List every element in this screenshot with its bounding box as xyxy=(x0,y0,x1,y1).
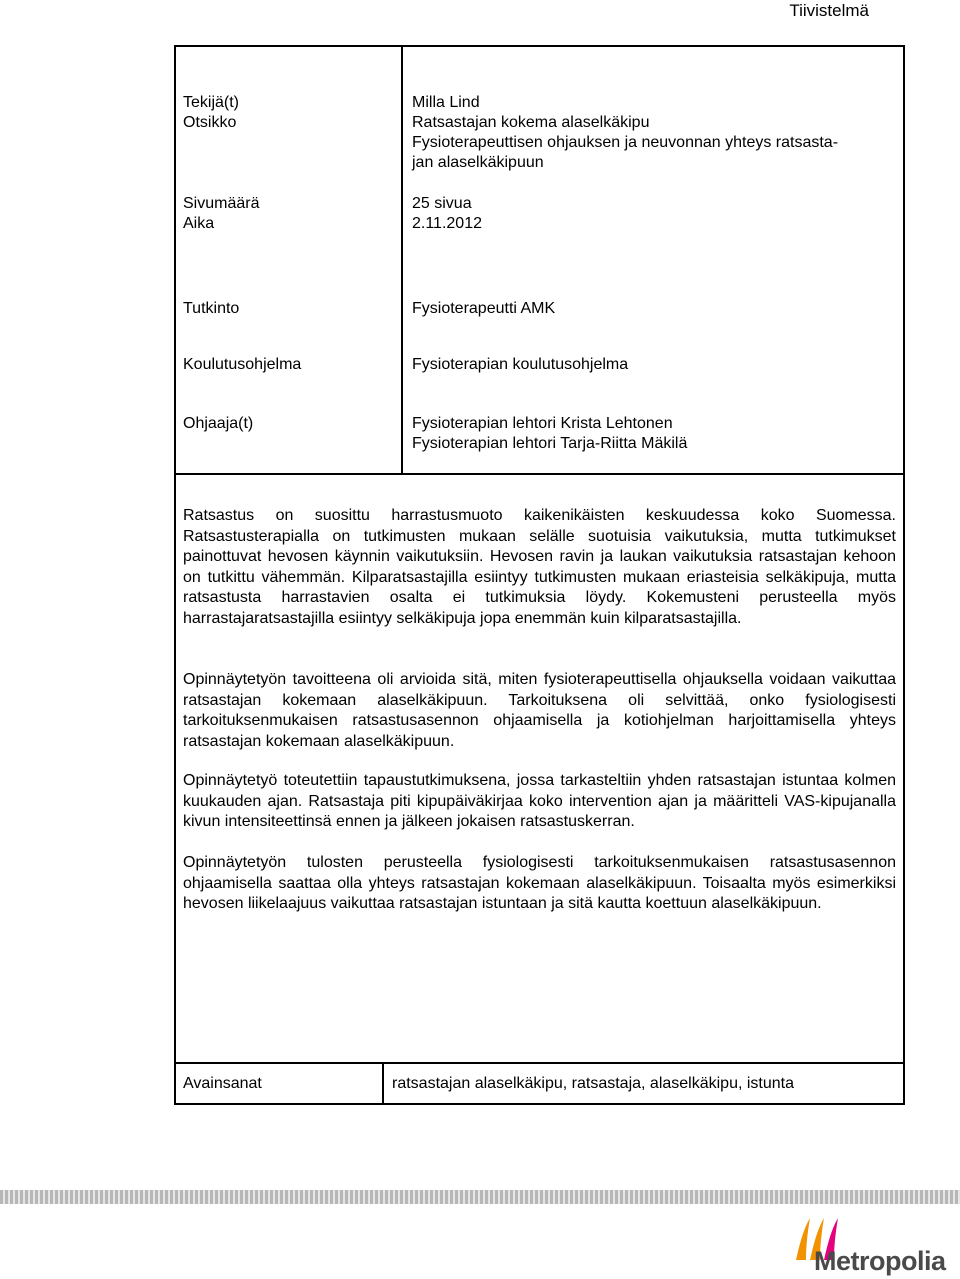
footer-divider xyxy=(0,1190,960,1204)
keywords-value: ratsastajan alaselkäkipu, ratsastaja, alaselkäkipu, istunta xyxy=(392,1075,794,1092)
column-divider xyxy=(401,45,403,475)
title-line-1: Ratsastajan kokema alaselkäkipu xyxy=(412,114,650,131)
abstract-paragraph-4: Opinnäytetyön tulosten perusteella fysiologisesti tarkoituksenmukaisen ratsastusasennon ohjaamisella saattaa olla yhteys ratsastajan kokemaan alaselkäkipuun. Toisaalta myös esimerkiksi hevosen liikelaajuus vaikuttaa ratsastajan istuntaan ja sitä kautta koettuun alaselkäkipuun. xyxy=(183,854,896,912)
programme-value: Fysioterapian koulutusohjelma xyxy=(412,356,629,373)
abstract-paragraph-3: Opinnäytetyö toteutettiin tapaustutkimuksena, jossa tarkasteltiin yhden ratsastajan istuntaa kolmen kuukauden ajan. Ratsastaja piti kipupäiväkirjaa koko intervention ajan ja määritteli VAS-kipujanalla kivun intensiteettinsä ennen ja jälkeen jokaisen ratsastuskerran. xyxy=(183,772,896,830)
abstract-paragraph-1: Ratsastus on suosittu harrastusmuoto kaikenikäisten keskuudessa koko Suomessa. Ratsastusterapialla on tutkimusten mukaan selälle suotuisia vaikutuksia, mutta tutkimukset painottuvat hevosen käynnin vaikutuksiin. Hevosen ravin ja laukan vaikutuksia ratsastajan kehoon on tutkittu vähemmän. Kilparatsastajilla esiintyy tutkimusten mukaan eriasteisia selkäkipuja, mutta ratsastusta harrastavien osalta ei tutkimuksia löydy. Kokemusteni perusteella myös harrastajaratsastajilla esiintyy selkäkipuja jopa enemmän kuin kilparatsastajilla. xyxy=(183,507,896,627)
supervisor-label: Ohjaaja(t) xyxy=(183,415,254,432)
title-label: Otsikko xyxy=(183,114,237,131)
programme-label: Koulutusohjelma xyxy=(183,356,302,373)
pages-label: Sivumäärä xyxy=(183,195,260,212)
pages-value: 25 sivua xyxy=(412,195,472,212)
title-line-3: jan alaselkäkipuun xyxy=(412,154,544,171)
supervisor-2: Fysioterapian lehtori Tarja-Riitta Mäkilä xyxy=(412,435,688,452)
keywords-divider xyxy=(382,1062,384,1105)
document-section-title: Tiivistelmä xyxy=(789,1,869,20)
date-label: Aika xyxy=(183,215,215,232)
metropolia-logo-text: Metropolia xyxy=(814,1246,946,1276)
author-label: Tekijä(t) xyxy=(183,94,240,111)
date-value: 2.11.2012 xyxy=(412,215,482,232)
keywords-label: Avainsanat xyxy=(183,1075,262,1092)
supervisor-1: Fysioterapian lehtori Krista Lehtonen xyxy=(412,415,673,432)
degree-value: Fysioterapeutti AMK xyxy=(412,300,556,317)
abstract-paragraph-2: Opinnäytetyön tavoitteena oli arvioida sitä, miten fysioterapeuttisella ohjauksella voidaan vaikuttaa ratsastajan kokemaan alaselkäkipuun. Tarkoituksena oli selvittää, onko fysiologisesti tarkoituksenmukaisen ratsastusasennon ohjaamisella ja kotiohjelman harjoittamisella yhteys ratsastajan kokemaan alaselkäkipuun. xyxy=(183,671,896,750)
degree-label: Tutkinto xyxy=(183,300,240,317)
author-value: Milla Lind xyxy=(412,94,480,111)
metadata-table xyxy=(174,45,905,475)
title-line-2: Fysioterapeuttisen ohjauksen ja neuvonnan yhteys ratsasta- xyxy=(412,134,839,151)
